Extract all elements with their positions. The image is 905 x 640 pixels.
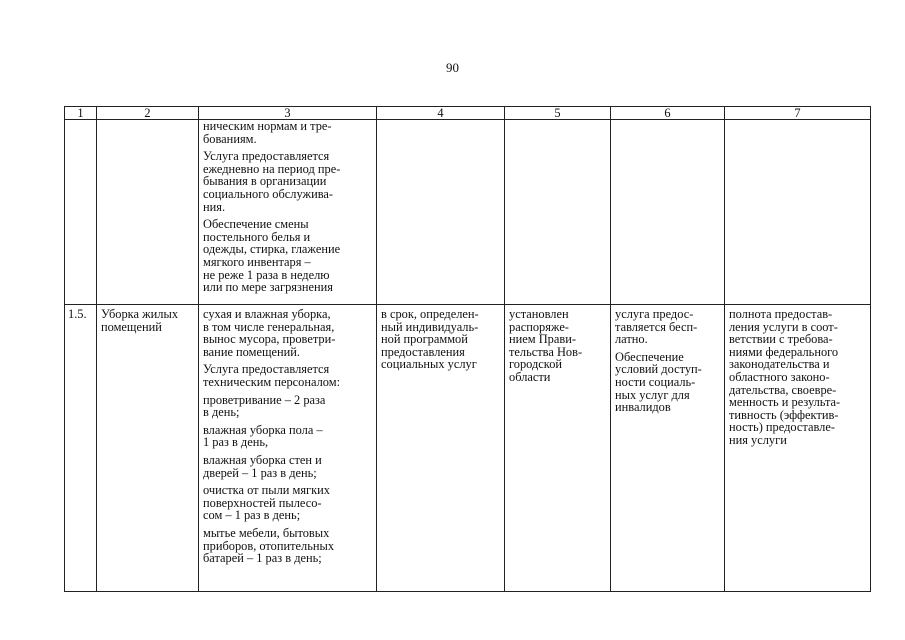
header-col-6: 6	[611, 107, 725, 120]
header-col-5: 5	[505, 107, 611, 120]
cell-service-cost: установлен распоряже- нием Прави- тельства Нов- городской области	[505, 305, 611, 592]
cell-service-name: Уборка жилых помещений	[97, 305, 199, 592]
services-table	[64, 106, 871, 592]
description-paragraph: Услуга предоставляется техническим персоналом:	[203, 362, 341, 389]
cell-service-description	[199, 120, 377, 305]
cell-service-description	[199, 305, 377, 592]
description-paragraph: Услуга предоставляется ежедневно на период пре- бывания в организации социального обслужива- ния.	[203, 149, 341, 214]
description-paragraph: мытье мебели, бытовых приборов, отопительных батарей – 1 раз в день;	[203, 525, 335, 566]
page-number: 90	[446, 60, 459, 75]
cell-empty	[611, 120, 725, 305]
cell-empty	[725, 120, 871, 305]
cell-row-number: 1.5.	[65, 305, 97, 592]
cell-service-procedure	[611, 305, 725, 592]
description-paragraph: очистка от пыли мягких поверхностей пылесо- сом – 1 раз в день;	[203, 483, 330, 523]
header-col-7: 7	[725, 107, 871, 120]
header-col-4: 4	[377, 107, 505, 120]
cell-empty	[65, 120, 97, 305]
description-paragraph: влажная уборка пола – 1 раз в день,	[203, 422, 323, 450]
cell-service-term: в срок, определен- ный индивидуаль- ной программой предоставления социальных услуг	[377, 305, 505, 592]
table-row-continuation	[65, 120, 871, 305]
table-row-1-5	[65, 305, 871, 592]
cell-quality-indicators: полнота предостав- ления услуги в соот- ветствии с требова- ниями федерального законодательства и областного законо- дательства, своевре- менность и результа- тивность (эффектив- ность) предоставле- ния услуги	[725, 305, 871, 592]
description-paragraph: сухая и влажная уборка, в том числе генеральная, вынос мусора, проветри- вание помещений.	[203, 307, 336, 359]
description-paragraph: проветривание – 2 раза в день;	[203, 392, 326, 420]
cell-empty	[97, 120, 199, 305]
procedure-paragraph: Обеспечение условий доступ- ности социаль- ных услуг для инвалидов	[615, 349, 702, 415]
description-paragraph: ническим нормам и тре- бованиям.	[203, 119, 332, 146]
description-paragraph: влажная уборка стен и дверей – 1 раз в день;	[203, 452, 322, 480]
header-col-3: 3	[199, 107, 377, 120]
cell-empty	[505, 120, 611, 305]
description-paragraph: Обеспечение смены постельного белья и одежды, стирка, глажение мягкого инвентаря – не реже 1 раза в неделю или по мере загрязнения	[203, 217, 341, 295]
table-header-row	[65, 107, 871, 120]
cell-empty	[377, 120, 505, 305]
procedure-paragraph: услуга предос- тавляется бесп- латно.	[615, 307, 698, 347]
header-col-2: 2	[97, 107, 199, 120]
header-col-1: 1	[65, 107, 97, 120]
